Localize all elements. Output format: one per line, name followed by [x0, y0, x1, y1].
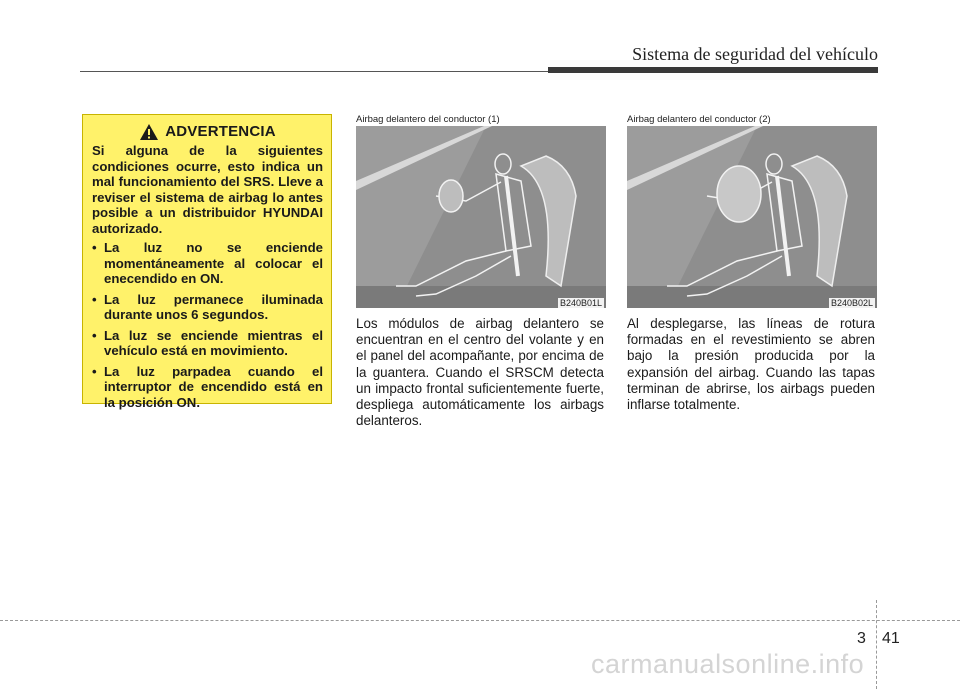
- warning-list: [92, 240, 323, 410]
- chapter-number: 3: [857, 630, 866, 647]
- header-rule-thin: [80, 71, 550, 72]
- footer-vertical-rule: [876, 600, 877, 689]
- driver-airbag-illustration: [356, 126, 606, 308]
- warning-intro: Si alguna de la siguientes condiciones ocurre, esto indica un mal funcionamiento del SRS. Lleve a reviser el sistema de airbag lo antes posible a un distribuidor HYUNDAI autorizado.: [92, 143, 323, 236]
- body-paragraph: Al desplegarse, las líneas de rotura formadas en el revestimiento se abren bajo la presión producida por la expansión del airbag. Cuando las tapas terminan de abrirse, los airbags pueden inflarse totalmente.: [627, 316, 875, 413]
- warning-item: • La luz se enciende mientras el vehículo está en movimiento.: [92, 328, 323, 359]
- figure-airbag-2: [627, 112, 877, 310]
- figure-caption: Airbag delantero del conductor (2): [627, 114, 771, 125]
- figure-code: B240B01L: [559, 298, 602, 308]
- warning-header: [92, 123, 323, 141]
- warning-title: ADVERTENCIA: [165, 123, 276, 141]
- driver-airbag-inflated-illustration: [627, 126, 877, 308]
- warning-box: [82, 114, 332, 410]
- warning-triangle-icon: [139, 123, 159, 141]
- footer-dashed-rule: [0, 620, 960, 621]
- header-rule-thick: [548, 67, 878, 73]
- body-paragraph: Los módulos de airbag delantero se encuentran en el centro del volante y en el panel del acompañante, por encima de la guantera. Cuando el SRSCM detecta un impacto frontal suficientemente fuerte, despliega automáticamente los airbags delanteros.: [356, 316, 604, 429]
- warning-item: • La luz permanece iluminada durante unos 6 segundos.: [92, 292, 323, 323]
- page-number: 41: [882, 630, 900, 647]
- warning-item: • La luz parpadea cuando el interruptor de encendido está en la posición ON.: [92, 364, 323, 411]
- watermark: carmanualsonline.info: [591, 649, 865, 679]
- page-header-title: Sistema de seguridad del vehículo: [632, 44, 878, 64]
- warning-item: • La luz no se enciende momentáneamente al colocar el enecendido en ON.: [92, 240, 323, 287]
- figure-code: B240B02L: [830, 298, 873, 308]
- figure-caption: Airbag delantero del conductor (1): [356, 114, 500, 125]
- figure-airbag-1: [356, 112, 606, 310]
